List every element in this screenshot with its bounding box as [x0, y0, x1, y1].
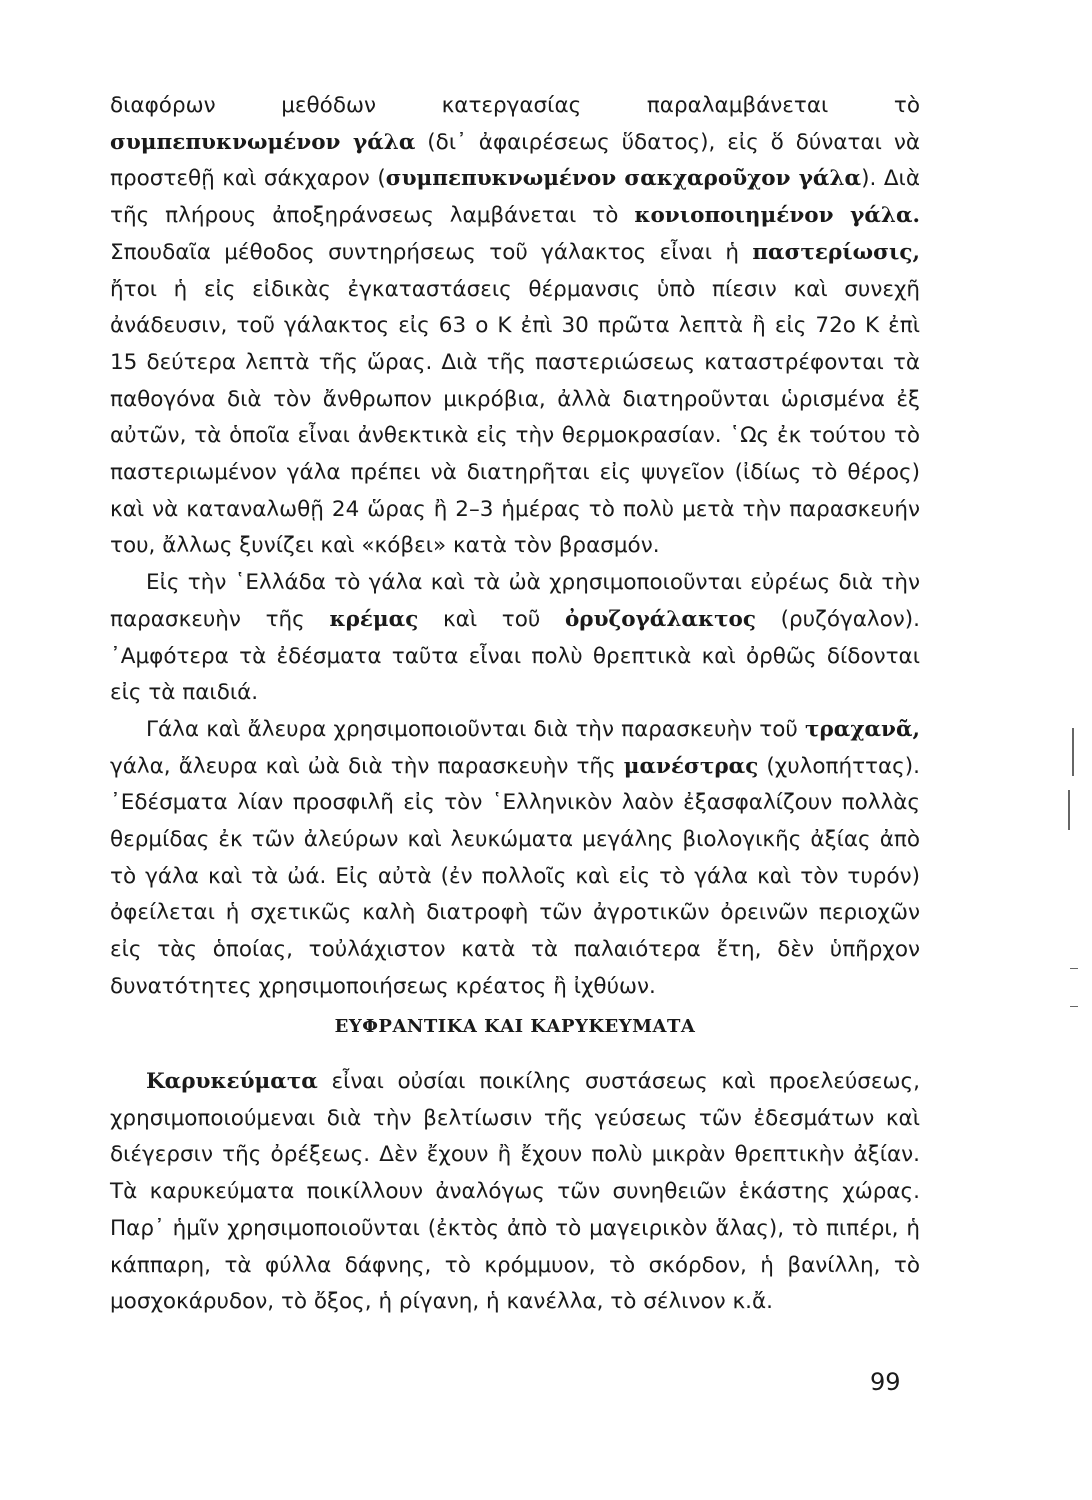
margin-mark [1072, 728, 1074, 776]
paragraph-2: Εἰς τὴν ῾Ελλάδα τὸ γάλα καὶ τὰ ὠὰ χρησιμοποιοῦνται εὐρέως διὰ τὴν παρασκευὴν τῆς κρέμας καὶ τοῦ ὀρυζογάλακτος (ρυζόγαλον). ᾽Αμφότερα τὰ ἐδέσματα ταῦτα εἶναι πολὺ θρεπτικὰ καὶ ὀρθῶς δίδονται εἰς τὰ παιδιά. [110, 570, 920, 706]
body-text [110, 88, 920, 1006]
margin-mark [1068, 790, 1070, 830]
paragraph-4: Καρυκεύματα εἶναι οὐσίαι ποικίλης συστάσεως καὶ προελεύσεως, χρησιμοποιούμεναι διὰ τὴν βελτίωσιν τῆς γεύσεως τῶν ἐδεσμάτων καὶ διέγερσιν τῆς ὀρέξεως. Δὲν ἔχουν ἢ ἔχουν πολὺ μικρὰν θρεπτικὴν ἀξίαν. Τὰ καρυκεύματα ποικίλλουν ἀναλόγως τῶν συνηθειῶν ἑκάστης χώρας. Παρ᾽ ἡμῖν χρησιμοποιοῦνται (ἐκτὸς ἀπὸ τὸ μαγειρικὸν ἅλας), τὸ πιπέρι, ἡ κάππαρη, τὰ φύλλα δάφνης, τὸ κρόμμυον, τὸ σκόρδον, ἡ βανίλλη, τὸ μοσχοκάρυδον, τὸ ὄξος, ἡ ρίγανη, ἡ κανέλλα, τὸ σέλινον κ.ἄ. [110, 1069, 920, 1315]
margin-mark [1070, 968, 1078, 969]
paragraph-3: Γάλα καὶ ἄλευρα χρησιμοποιοῦνται διὰ τὴν παρασκευὴν τοῦ τραχανᾶ, γάλα, ἄλευρα καὶ ὠὰ διὰ τὴν παρασκευὴν τῆς μανέστρας (χυλοπήττας). ᾽Εδέσματα λίαν προσφιλῆ εἰς τὸν ῾Ελληνικὸν λαὸν ἐξασφαλίζουν πολλὰς θερμίδας ἐκ τῶν ἀλεύρων καὶ λευκώματα μεγάλης βιολογικῆς ἀξίας ἀπὸ τὸ γάλα καὶ τὰ ὠά. Εἰς αὐτὰ (ἐν πολλοῖς καὶ εἰς τὸ γάλα καὶ τὸν τυρόν) ὀφείλεται ἡ σχετικῶς καλὴ διατροφὴ τῶν ἀγροτικῶν ὀρεινῶν περιοχῶν εἰς τὰς ὁποίας, τοὐλάχιστον κατὰ τὰ παλαιότερα ἔτη, δὲν ὑπῆρχον δυνατότητες χρησιμοποιήσεως κρέατος ἢ ἰχθύων. [110, 716, 920, 999]
margin-mark [1070, 1006, 1078, 1007]
section-heading: ΕΥΦΡΑΝΤΙΚΑ ΚΑΙ ΚΑΡΥΚΕΥΜΑΤΑ [334, 1016, 696, 1037]
body-text-section [110, 1064, 920, 1321]
page-number: 99 [870, 1368, 901, 1396]
paragraph-1: διαφόρων μεθόδων κατεργασίας παραλαμβάνεται τὸ συμπεπυκνωμένον γάλα (δι᾽ ἀφαιρέσεως ὕδατος), εἰς ὅ δύναται νὰ προστεθῇ καὶ σάκχαρον (συμπεπυκνωμένον σακχαροῦχον γάλα). Διὰ τῆς πλήρους ἀποξηράνσεως λαμβάνεται τὸ κονιοποιημένον γάλα. Σπουδαῖα μέθοδος συντηρήσεως τοῦ γάλακτος εἶναι ἡ παστερίωσις, ἤτοι ἡ εἰς εἰδικὰς ἐγκαταστάσεις θέρμανσις ὑπὸ πίεσιν καὶ συνεχῆ ἀνάδευσιν, τοῦ γάλακτος εἰς 63 ο Κ ἐπὶ 30 πρῶτα λεπτὰ ἢ εἰς 72ο Κ ἐπὶ 15 δεύτερα λεπτὰ τῆς ὥρας. Διὰ τῆς παστεριώσεως καταστρέφονται τὰ παθογόνα διὰ τὸν ἄνθρωπον μικρόβια, ἀλλὰ διατηροῦνται ὡρισμένα ἐξ αὐτῶν, τὰ ὁποῖα εἶναι ἀνθεκτικὰ εἰς τὴν θερμοκρασίαν. ῾Ως ἐκ τούτου τὸ παστεριωμένον γάλα πρέπει νὰ διατηρῆται εἰς ψυγεῖον (ἰδίως τὸ θέρος) καὶ νὰ καταναλωθῇ 24 ὥρας ἢ 2–3 ἡμέρας τὸ πολὺ μετὰ τὴν παρασκευήν του, ἄλλως ξυνίζει καὶ «κόβει» κατὰ τὸν βρασμόν. [110, 93, 920, 559]
